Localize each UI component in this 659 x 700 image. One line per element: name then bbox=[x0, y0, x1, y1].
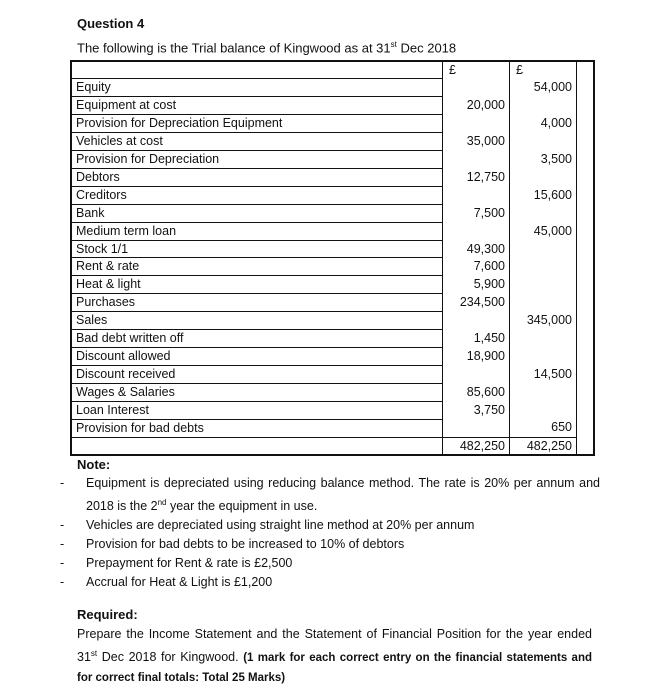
table-row bbox=[71, 115, 594, 133]
note-text-start: Vehicles are depreciated using straight line method at 20% per annum bbox=[86, 518, 475, 533]
table-row bbox=[71, 97, 594, 115]
note-item bbox=[60, 573, 600, 592]
row-credit bbox=[510, 276, 577, 294]
row-label: Stock 1/1 bbox=[71, 240, 443, 258]
row-label: Discount allowed bbox=[71, 348, 443, 366]
row-label: Bad debt written off bbox=[71, 330, 443, 348]
row-label: Purchases bbox=[71, 294, 443, 312]
note-text bbox=[86, 535, 600, 554]
header-blank bbox=[71, 61, 443, 79]
row-debit: 85,600 bbox=[443, 383, 510, 401]
row-label: Wages & Salaries bbox=[71, 383, 443, 401]
row-label: Equity bbox=[71, 79, 443, 97]
row-credit bbox=[510, 258, 577, 276]
table-row bbox=[71, 222, 594, 240]
row-credit: 650 bbox=[510, 419, 577, 437]
row-credit bbox=[510, 204, 577, 222]
row-credit: 15,600 bbox=[510, 186, 577, 204]
table-row bbox=[71, 240, 594, 258]
row-debit: 234,500 bbox=[443, 294, 510, 312]
table-header-row bbox=[71, 61, 594, 79]
note-bullet: - bbox=[60, 476, 65, 490]
row-label: Vehicles at cost bbox=[71, 133, 443, 151]
row-label: Creditors bbox=[71, 186, 443, 204]
total-credit: 482,250 bbox=[510, 437, 577, 455]
table-row bbox=[71, 419, 594, 437]
row-label: Bank bbox=[71, 204, 443, 222]
table-row bbox=[71, 348, 594, 366]
row-credit bbox=[510, 133, 577, 151]
table-row bbox=[71, 186, 594, 204]
row-debit: 20,000 bbox=[443, 97, 510, 115]
row-debit: 7,500 bbox=[443, 204, 510, 222]
note-text bbox=[86, 573, 600, 592]
table-row bbox=[71, 276, 594, 294]
intro-text: The following is the Trial balance of Kingwood as at 31 bbox=[77, 40, 391, 56]
row-debit: 18,900 bbox=[443, 348, 510, 366]
note-bullet: - bbox=[60, 575, 65, 590]
question-intro bbox=[77, 40, 456, 55]
required-text-mid: Dec 2018 for Kingwood. bbox=[97, 650, 244, 665]
row-credit bbox=[510, 294, 577, 312]
row-debit bbox=[443, 115, 510, 133]
table-row bbox=[71, 133, 594, 151]
note-superscript: nd bbox=[157, 498, 167, 507]
note-text-start: Provision for bad debts to be increased to 10% of debtors bbox=[86, 537, 405, 552]
row-debit bbox=[443, 312, 510, 330]
row-debit bbox=[443, 186, 510, 204]
note-title: Note: bbox=[77, 457, 111, 472]
note-text-start: Accrual for Heat & Light is £1,200 bbox=[86, 575, 273, 590]
required-text bbox=[77, 625, 592, 688]
totals-row bbox=[71, 437, 594, 455]
row-credit bbox=[510, 383, 577, 401]
row-debit bbox=[443, 365, 510, 383]
row-credit: 45,000 bbox=[510, 222, 577, 240]
row-credit bbox=[510, 168, 577, 186]
trial-balance-table bbox=[70, 60, 595, 456]
row-debit bbox=[443, 222, 510, 240]
note-item bbox=[60, 474, 600, 516]
note-text bbox=[86, 516, 600, 535]
row-credit bbox=[510, 330, 577, 348]
note-text-start: Prepayment for Rent & rate is £2,500 bbox=[86, 556, 293, 571]
note-text-end: year the equipment in use. bbox=[166, 499, 318, 514]
required-marks: (1 mark for each correct entry on the financial statements and for correct final totals: Total 25 Marks) bbox=[77, 652, 592, 685]
row-debit: 35,000 bbox=[443, 133, 510, 151]
row-label: Rent & rate bbox=[71, 258, 443, 276]
row-debit bbox=[443, 419, 510, 437]
row-label: Loan Interest bbox=[71, 401, 443, 419]
intro-text-end: Dec 2018 bbox=[396, 40, 457, 56]
total-debit: 482,250 bbox=[443, 437, 510, 455]
row-credit: 14,500 bbox=[510, 365, 577, 383]
note-item bbox=[60, 535, 600, 554]
note-bullet: - bbox=[60, 518, 65, 533]
note-text bbox=[86, 554, 600, 573]
row-debit: 1,450 bbox=[443, 330, 510, 348]
row-credit bbox=[510, 401, 577, 419]
table-row bbox=[71, 204, 594, 222]
row-debit: 5,900 bbox=[443, 276, 510, 294]
row-debit: 7,600 bbox=[443, 258, 510, 276]
row-label: Heat & light bbox=[71, 276, 443, 294]
note-bullet: - bbox=[60, 537, 65, 552]
table-row bbox=[71, 168, 594, 186]
row-debit bbox=[443, 151, 510, 169]
intro-superscript: st bbox=[390, 40, 397, 49]
row-label: Equipment at cost bbox=[71, 97, 443, 115]
table-row bbox=[71, 312, 594, 330]
row-label: Provision for Depreciation bbox=[71, 151, 443, 169]
table-row bbox=[71, 365, 594, 383]
required-text-start: Prepare the Income Statement and the Statement of Financial Position for the year ended 31 bbox=[77, 627, 592, 665]
table-row bbox=[71, 383, 594, 401]
row-credit bbox=[510, 348, 577, 366]
note-bullet: - bbox=[60, 556, 65, 571]
row-debit bbox=[443, 79, 510, 97]
row-label: Medium term loan bbox=[71, 222, 443, 240]
note-item bbox=[60, 554, 600, 573]
header-credit: £ bbox=[510, 61, 577, 79]
note-text-start: Equipment is depreciated using reducing balance method. The rate is 20% per annum and 2018 is the 2 bbox=[86, 476, 600, 514]
question-title: Question 4 bbox=[77, 16, 145, 31]
row-credit bbox=[510, 97, 577, 115]
row-credit: 4,000 bbox=[510, 115, 577, 133]
row-label: Provision for bad debts bbox=[71, 419, 443, 437]
row-credit: 54,000 bbox=[510, 79, 577, 97]
required-title: Required: bbox=[77, 607, 138, 622]
required-superscript: st bbox=[90, 649, 98, 658]
note-item bbox=[60, 516, 600, 535]
row-credit: 3,500 bbox=[510, 151, 577, 169]
table-row bbox=[71, 151, 594, 169]
row-credit bbox=[510, 240, 577, 258]
note-list bbox=[60, 474, 600, 592]
table-row bbox=[71, 294, 594, 312]
header-debit: £ bbox=[443, 61, 510, 79]
row-label: Debtors bbox=[71, 168, 443, 186]
row-label: Provision for Depreciation Equipment bbox=[71, 115, 443, 133]
row-label: Discount received bbox=[71, 365, 443, 383]
table-row bbox=[71, 401, 594, 419]
row-debit: 49,300 bbox=[443, 240, 510, 258]
table-row bbox=[71, 258, 594, 276]
note-text bbox=[86, 474, 600, 516]
totals-blank bbox=[71, 437, 443, 455]
row-debit: 12,750 bbox=[443, 168, 510, 186]
table-row bbox=[71, 79, 594, 97]
row-debit: 3,750 bbox=[443, 401, 510, 419]
row-credit: 345,000 bbox=[510, 312, 577, 330]
row-label: Sales bbox=[71, 312, 443, 330]
table-row bbox=[71, 330, 594, 348]
